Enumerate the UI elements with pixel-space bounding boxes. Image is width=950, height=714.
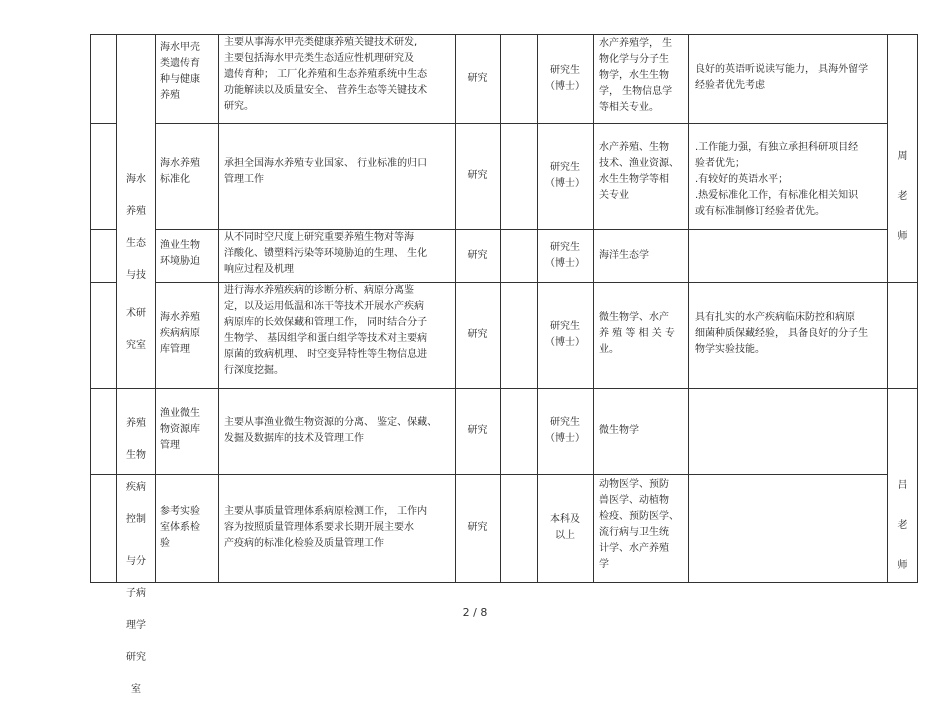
grid-line <box>90 282 117 283</box>
dept-char: 生物 <box>126 450 146 461</box>
position-name: 海水养殖 标准化 <box>160 158 200 185</box>
dept-char: 理学 <box>126 620 146 631</box>
dept-char: 子病 <box>126 588 146 599</box>
contact-char: 老 <box>897 191 908 202</box>
job-duties: 主要从事海水甲壳类健康养殖关键技术研发, 主要包括海水甲壳类生态适应性机理研究及 遗传育种； 工厂化养殖和生态养殖系统中生态 功能解读以及质量安全、 营养生态等关键技术 研究。 <box>224 37 428 112</box>
grid-line <box>90 34 91 583</box>
job-type: 研究 <box>467 249 488 261</box>
other-requirement: .工作能力强，有独立承担科研项目经 验者优先； .有较好的英语水平； .热爱标准化工作，有标准化相关知识 或有标准制修订经验者优先。 <box>695 142 859 217</box>
grid-line <box>218 34 219 583</box>
major-requirement: 微生物学、水产 养 殖 等 相 关 专 业。 <box>599 312 675 355</box>
dept-char: 养殖 <box>126 206 146 217</box>
contact-zhou <box>888 127 917 267</box>
contact-lv <box>888 456 917 596</box>
position-name: 渔业微生 物资源库 管理 <box>160 408 200 451</box>
dept-char: 术研 <box>126 308 146 319</box>
job-type: 研究 <box>467 170 488 181</box>
dept-char: 研究 <box>126 652 146 663</box>
grid-line <box>90 388 918 389</box>
position-name: 海水甲壳 类遗传育 种与健康 养殖 <box>160 42 200 101</box>
job-duties: 进行海水养殖疾病的诊断分析、病原分离鉴 定，以及运用低温和冻干等技术开展水产疾病 病原库的长效保藏和管理工作， 同时结合分子 生物学、 基因组学和蛋白组学等技术对主要病 原菌的致病机理、 时空变异特性等生物信息进 行深度挖掘。 <box>224 285 428 376</box>
grid-line <box>917 34 918 583</box>
dept-char: 控制 <box>126 514 146 525</box>
position-name: 参考实验 室体系检 验 <box>160 506 200 549</box>
grid-line <box>593 34 594 583</box>
degree-requirement: 研究生 （博士） <box>545 64 585 92</box>
contact-char: 吕 <box>897 480 908 491</box>
job-type: 研究 <box>467 425 488 436</box>
degree-requirement: 研究生 （博士） <box>545 241 585 269</box>
degree-requirement: 研究生 （博士） <box>545 417 585 444</box>
other-requirement: 良好的英语听说读写能力， 具海外留学 经验者优先考虑 <box>695 64 869 91</box>
grid-line <box>90 34 918 35</box>
contact-char: 师 <box>897 560 908 571</box>
department-marine-aquaculture <box>117 156 155 370</box>
major-requirement: 水产养殖学， 生 物化学与分子生 物学，水生生物 学， 生物信息学 等相关专业。 <box>599 38 673 113</box>
dept-char: 与分 <box>126 556 146 567</box>
other-requirement: 具有扎实的水产疾病临床防控和病原 细菌种质保藏经验， 具备良好的分子生 物学实验技能。 <box>695 312 869 355</box>
contact-char: 老 <box>897 520 908 531</box>
dept-char: 与技 <box>126 270 146 281</box>
contact-char: 周 <box>897 151 908 162</box>
major-requirement: 水产养殖、生物 技术、渔业资源、 水生生物学等相 关专业 <box>599 142 679 201</box>
degree-requirement: 研究生 （博士） <box>545 321 585 348</box>
degree-requirement: 本科及 以上 <box>550 514 580 541</box>
grid-line <box>90 123 117 124</box>
grid-line <box>90 582 918 583</box>
contact-char: 师 <box>897 231 908 242</box>
grid-line <box>688 34 689 583</box>
position-name: 海水养殖 疾病病原 库管理 <box>160 312 200 355</box>
major-requirement: 微生物学 <box>599 425 639 436</box>
dept-char: 疾病 <box>126 482 146 493</box>
major-requirement: 海洋生态学 <box>599 249 649 261</box>
job-duties: 主要从事质量管理体系病原检测工作， 工作内 容为按照质量管理体系要求长期开展主要水 产疫病的标准化检验及质量管理工作 <box>224 506 428 549</box>
job-type: 研究 <box>467 329 488 340</box>
degree-requirement: 研究生 （博士） <box>545 162 585 189</box>
job-duties: 主要从事渔业微生物资源的分离、 鉴定、保藏、 发掘及数据库的技术及管理工作 <box>224 417 438 444</box>
dept-char: 海水 <box>126 174 146 185</box>
position-name: 渔业生物 环境胁迫 <box>160 240 200 267</box>
job-type: 研究 <box>467 522 488 533</box>
dept-char: 究室 <box>126 340 146 351</box>
job-duties: 从不同时空尺度上研究重要养殖生物对等海 洋酸化、镄塑料污染等环境胁迫的生理、 生化 响应过程及机理 <box>224 232 428 275</box>
grid-line <box>90 229 117 230</box>
page-number: 2 / 8 <box>462 606 488 619</box>
department-disease-control <box>117 400 155 714</box>
major-requirement: 动物医学、预防 兽医学、动植物 检疫、预防医学、 流行病与卫生统 计学、水产养殖 学 <box>599 479 679 570</box>
grid-line <box>155 123 888 124</box>
dept-char: 养殖 <box>126 418 146 429</box>
grid-line <box>155 34 156 583</box>
dept-char: 生态 <box>126 238 146 249</box>
grid-line <box>500 34 501 583</box>
job-duties: 承担全国海水养殖专业国家、 行业标准的归口 管理工作 <box>224 158 428 185</box>
dept-char: 室 <box>131 684 141 695</box>
job-type: 研究 <box>467 72 488 84</box>
